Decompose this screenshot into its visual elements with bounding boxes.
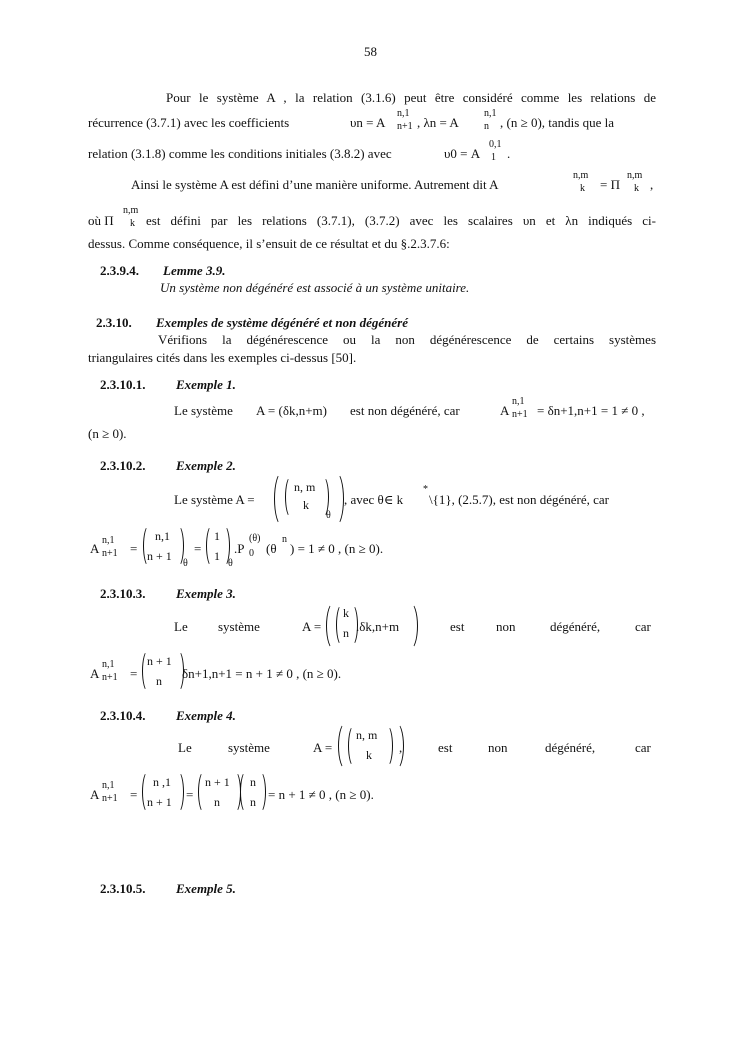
- para2-line2-text: est défini par les relations (3.7.1), (3.7.2) avec les scalaires υn et λn indiqués ci-: [146, 213, 656, 228]
- ex3-word: système: [218, 619, 260, 634]
- ex3-word: dégénéré,: [550, 619, 601, 634]
- formula-sup: (θ): [249, 533, 261, 544]
- ex1-formula-system: A = (δk,n+m): [256, 403, 327, 418]
- formula-upsilon-0: υ0 = A: [444, 146, 481, 161]
- formula-sup: n,m: [573, 170, 589, 181]
- ex2-title: Exemple 2.: [176, 458, 236, 473]
- ex4-eq-tail: = n + 1 ≠ 0 , (n ≥ 0).: [268, 787, 374, 802]
- ex2-text: Le système A =: [174, 492, 255, 507]
- formula-sup: n,1: [512, 396, 525, 407]
- binom-top: k: [343, 606, 349, 620]
- ex4-title: Exemple 4.: [176, 708, 236, 723]
- formula-upsilon-n: υn = A: [350, 115, 386, 130]
- binom-bottom: n: [250, 795, 256, 809]
- formula-sub: k: [580, 183, 585, 194]
- ex2-eq-theta: (θ: [266, 541, 277, 556]
- punct: ,: [650, 177, 654, 192]
- ex1-text: Le système: [174, 403, 233, 418]
- formula-sub: n: [484, 121, 489, 132]
- eq-sign: =: [194, 541, 202, 556]
- ex2-number: 2.3.10.2.: [100, 458, 146, 473]
- binom-top: n, m: [294, 480, 316, 494]
- ex4-word: car: [635, 740, 651, 755]
- ex1-formula-A: A: [500, 403, 510, 418]
- section-line2: triangulaires cités dans les exemples ci-dessus [50].: [88, 350, 357, 365]
- ex2-formula-theta: , avec θ∈ k: [344, 492, 404, 507]
- paren-right: [254, 771, 266, 813]
- ex2-text2: \{1}, (2.5.7), est non dégénéré, car: [429, 492, 609, 507]
- formula-sup: n,1: [102, 780, 115, 791]
- formula-sup: n,m: [123, 205, 139, 216]
- ex2-eq-tail: ) = 1 ≠ 0 , (n ≥ 0).: [290, 541, 384, 556]
- eq-sign: =: [130, 787, 138, 802]
- ex2-eq-A: A: [90, 541, 100, 556]
- formula-sup: n,1: [102, 659, 115, 670]
- paren-right: [328, 472, 344, 526]
- ex3-word: car: [635, 619, 651, 634]
- section-title: Exemples de système dégénéré et non dégénéré: [156, 315, 408, 330]
- lemma-text: Un système non dégénéré est associé à un système unitaire.: [160, 280, 470, 295]
- ex1-title: Exemple 1.: [176, 377, 236, 392]
- section-line1: Vérifions la dégénérescence ou la non dégénérescence de certains systèmes: [158, 332, 656, 347]
- page-number: 58: [364, 44, 377, 59]
- ex4-punct: ,: [399, 740, 403, 755]
- formula-sub: n+1: [397, 121, 413, 132]
- ex3-formula-delta: .δk,n+m: [356, 619, 400, 634]
- ex5-number: 2.3.10.5.: [100, 881, 146, 896]
- para2-line1-text: Ainsi le système A est défini d’une manière uniforme. Autrement dit A: [131, 177, 499, 192]
- binom-bottom: n + 1: [147, 549, 172, 563]
- ex4-formula-A: A =: [313, 740, 333, 755]
- formula-sub: k: [634, 183, 639, 194]
- ex4-number: 2.3.10.4.: [100, 708, 146, 723]
- ex4-word: non: [488, 740, 508, 755]
- ex3-title: Exemple 3.: [176, 586, 236, 601]
- ex4-word: Le: [178, 740, 192, 755]
- para1-line1: Pour le système A , la relation (3.1.6) peut être considéré comme les relations de: [166, 90, 656, 105]
- ex4-eq-A: A: [90, 787, 100, 802]
- section-number: 2.3.10.: [96, 315, 132, 330]
- ex3-eq-tail: δn+1,n+1 = n + 1 ≠ 0 , (n ≥ 0).: [182, 666, 342, 681]
- binom-bottom: n: [343, 626, 349, 640]
- formula-lambda-n: , λn = A: [417, 115, 459, 130]
- binom-top: n: [250, 775, 256, 789]
- binom-top: n + 1: [205, 775, 230, 789]
- ex4-word: système: [228, 740, 270, 755]
- ex3-number: 2.3.10.3.: [100, 586, 146, 601]
- formula-sup: n,m: [627, 170, 643, 181]
- formula-sub: θ: [228, 558, 233, 569]
- ex3-eq-A: A: [90, 666, 100, 681]
- para1-line2-text: récurrence (3.7.1) avec les coefficients: [88, 115, 290, 130]
- lemma-number: 2.3.9.4.: [100, 263, 139, 278]
- ex1-number: 2.3.10.1.: [100, 377, 146, 392]
- ex3-word: est: [450, 619, 465, 634]
- ex1-formula-delta: = δn+1,n+1 = 1 ≠ 0 ,: [537, 403, 645, 418]
- ex4-word: est: [438, 740, 453, 755]
- formula-sub: n+1: [102, 672, 118, 683]
- binom-bottom: n: [156, 674, 162, 688]
- ex1-condition: (n ≥ 0).: [88, 426, 127, 441]
- para2-line3: dessus. Comme conséquence, il s’ensuit de ce résultat et du §.2.3.7.6:: [88, 236, 450, 251]
- eq-sign: =: [186, 787, 194, 802]
- formula-sup: *: [423, 484, 428, 495]
- ex3-formula-A: A =: [302, 619, 322, 634]
- formula-sub: θ: [326, 510, 331, 521]
- formula-sup: n,1: [102, 535, 115, 546]
- binom-top: n + 1: [147, 654, 172, 668]
- formula-sub: k: [130, 218, 135, 229]
- ex3-word: non: [496, 619, 516, 634]
- ex1-text2: est non dégénéré, car: [350, 403, 460, 418]
- formula-sub: n+1: [102, 793, 118, 804]
- paren-right: [402, 602, 418, 650]
- binom-bottom: n + 1: [147, 795, 172, 809]
- formula-sub: θ: [183, 558, 188, 569]
- formula-sub: 1: [491, 152, 496, 163]
- formula-sub: n+1: [512, 409, 528, 420]
- para2-line2-start: où Π: [88, 213, 114, 228]
- formula-sup: 0,1: [489, 139, 502, 150]
- binom-bottom: n: [214, 795, 220, 809]
- binom-bottom: k: [366, 748, 372, 762]
- para1-line2-tail: , (n ≥ 0), tandis que la: [500, 115, 614, 130]
- formula-pi: = Π: [600, 177, 620, 192]
- ex3-word: Le: [174, 619, 188, 634]
- paren-right: [172, 771, 184, 813]
- formula-sup: n,1: [484, 108, 497, 119]
- para1-line3-text: relation (3.1.8) comme les conditions initiales (3.8.2) avec: [88, 146, 392, 161]
- binom-top: 1: [214, 529, 220, 543]
- ex4-word: dégénéré,: [545, 740, 596, 755]
- binom-bottom: 1: [214, 549, 220, 563]
- eq-sign: =: [130, 541, 138, 556]
- formula-sub: 0: [249, 548, 254, 559]
- binom-top: n,1: [155, 529, 170, 543]
- eq-sign: =: [130, 666, 138, 681]
- binom-bottom: k: [303, 498, 309, 512]
- lemma-title: Lemme 3.9.: [163, 263, 226, 278]
- ex5-title: Exemple 5.: [176, 881, 236, 896]
- ex2-eq-P: .P: [234, 541, 245, 556]
- formula-sub: n+1: [102, 548, 118, 559]
- binom-top: n ,1: [153, 775, 171, 789]
- punct: .: [507, 146, 511, 161]
- binom-top: n, m: [356, 728, 378, 742]
- formula-sup: n: [282, 534, 287, 545]
- formula-sup: n,1: [397, 108, 410, 119]
